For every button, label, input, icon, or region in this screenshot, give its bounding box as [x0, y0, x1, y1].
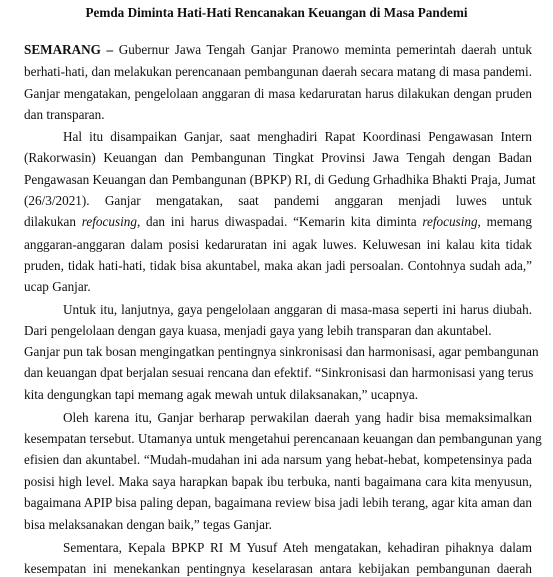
paragraph-line: dan transparan.: [24, 107, 105, 122]
paragraph-line: kesempatan tersebut. Utamanya untuk mengetahui perencanaan keuangan dan pembangunan yang: [24, 431, 542, 446]
paragraph-line: bisa melaksanakan dengan baik,” tegas Ganjar.: [24, 517, 272, 532]
paragraph-line: anggaran-anggaran dalam posisi kedaruratan ini agak luwes. Keluwesan ini kalau kita tidak: [24, 237, 532, 252]
paragraph-line: Ganjar pun tak bosan mengingatkan pentingnya sinkronisasi dan harmonisasi, agar pembangunan: [24, 344, 539, 359]
paragraph-line: Dari pengelolaan dengan gaya kuasa, menjadi gaya yang lebih transparan dan akuntabel.: [24, 323, 492, 338]
paragraph-line: Pengawasan Keuangan dan Pembangunan (BPKP) RI, di Gedung Grhadhika Bhakti Praja, Jumat: [24, 172, 536, 187]
line-text: , dan ini harus diwaspadai. “Kemarin kita diminta: [136, 214, 423, 229]
paragraph-line: [24, 41, 532, 58]
paragraph-line: kesempatan ini menekankan pentingnya keselarasan antara kebijakan pembangunan daerah: [24, 561, 532, 576]
paragraph-line: Untuk itu, lanjutnya, gaya pengelolaan anggaran di masa-masa seperti ini harus diubah.: [63, 302, 532, 317]
paragraph-line: (26/3/2021). Ganjar mengatakan, saat pandemi anggaran menjadi luwes untuk: [24, 193, 532, 208]
paragraph-line: ucap Ganjar.: [24, 279, 91, 294]
article-title: Pemda Diminta Hati-Hati Rencanakan Keuangan di Masa Pandemi: [85, 5, 468, 20]
paragraph-line: posisi high level. Maka saya harapkan bapak ibu terbuka, nanti bagaimana cara kita menyusun,: [24, 474, 532, 489]
italic-term: refocusing: [81, 214, 137, 229]
paragraph-line: Sementara, Kepala BPKP RI M Yusuf Ateh mengatakan, kehadiran pihaknya dalam: [63, 540, 532, 555]
paragraph-line: Hal itu disampaikan Ganjar, saat menghadiri Rapat Koordinasi Pengawasan Intern: [63, 129, 532, 144]
italic-term: refocusing: [422, 214, 478, 229]
paragraph-line: (Rakorwasin) Keuangan dan Pembangunan Tingkat Provinsi Jawa Tengah dengan Badan: [24, 150, 532, 165]
paragraph-line: pruden, tidak hati-hati, tidak bisa akuntabel, maka akan jadi persoalan. Contohnya sudah ada,”: [24, 258, 532, 273]
paragraph-line: [24, 213, 532, 230]
paragraph-line: berhati-hati, dan melakukan perencanaan pembangunan daerah secara matang di masa pandemi.: [24, 64, 532, 79]
paragraph-line: efisien dan akuntabel. “Mudah-mudahan ini ada narsum yang hebat-hebat, kompetensinya pada: [24, 452, 532, 467]
line-text: Gubernur Jawa Tengah Ganjar Pranowo meminta pemerintah daerah untuk: [113, 42, 532, 57]
paragraph-line: Oleh karena itu, Ganjar berharap perwakilan daerah yang hadir bisa memaksimalkan: [63, 410, 532, 425]
paragraph-line: bagaimana APIP bisa paling depan, bagaimana review bisa jadi lebih terang, agar kita aman dan: [24, 495, 532, 510]
line-text: dilakukan: [24, 214, 82, 229]
paragraph-line: Ganjar mengatakan, pengelolaan anggaran di masa kedaruratan harus dilakukan dengan pruden: [24, 86, 532, 101]
paragraph-line: kita dengungkan tapi memang agak mewah untuk dilaksanakan,” ucapnya.: [24, 387, 419, 402]
dateline: SEMARANG –: [24, 42, 114, 57]
line-text: , memang: [477, 214, 532, 229]
paragraph-line: dan keuangan dpat berjalan sesuai rencana dan efektif. “Sinkronisasi dan harmonisasi yang terus: [24, 365, 534, 380]
